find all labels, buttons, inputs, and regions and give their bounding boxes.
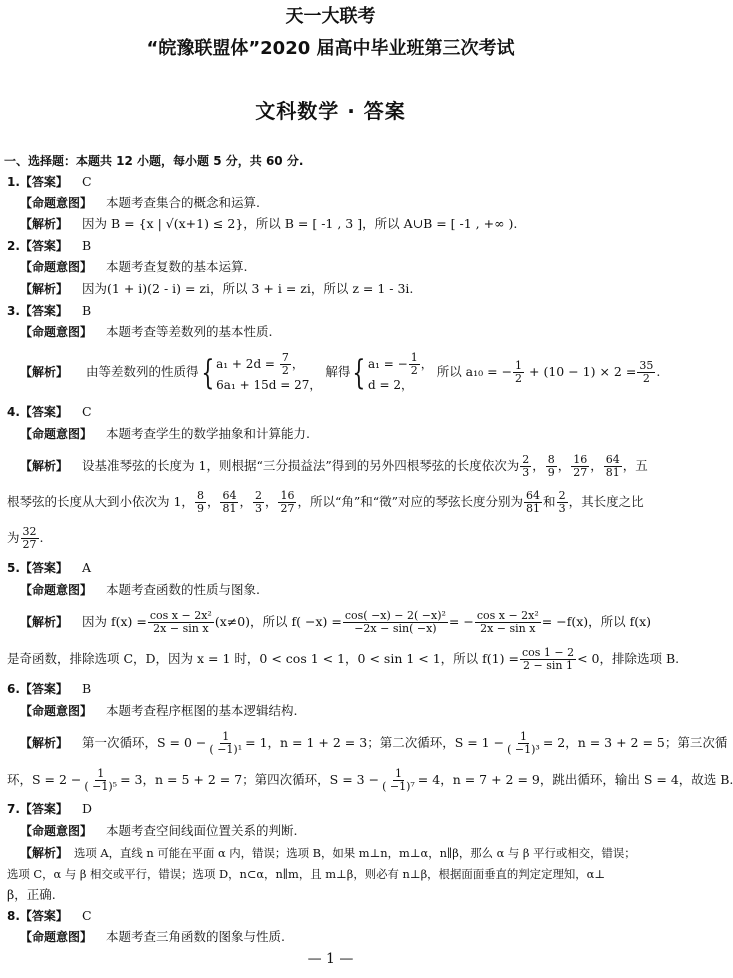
fraction: $\frac{\text{cos x − 2x²}}{\text{2x − sin x}}$ bbox=[149, 609, 212, 635]
sys2-row1-tail: ， bbox=[420, 356, 433, 371]
q1-analysis: 因为 B = {x | √(x+1) ≤ 2}，所以 B = [ -1 , 3 ]，所以 A∪B = [ -1 , +∞ ). bbox=[82, 216, 518, 231]
q4-l2-text: 根琴弦的长度从大到小依次为 1， bbox=[7, 494, 194, 509]
q6-text: 第一次循环，S = 0 − bbox=[82, 735, 207, 750]
fraction: $\frac{8}{9}$ bbox=[196, 489, 204, 515]
q3-result-end: . bbox=[656, 364, 661, 379]
answer-label: 【答案】 bbox=[19, 561, 68, 575]
q2-analysis: 因为(1 + i)(2 - i) = zi，所以 3 + i = zi，所以 z = 1 - 3i. bbox=[82, 281, 414, 296]
left-brace: { bbox=[200, 352, 214, 393]
fraction: $\frac{7}{2}$ bbox=[281, 350, 289, 377]
q7-answer-line bbox=[7, 801, 92, 817]
fraction: $\frac{1}{2}$ bbox=[515, 359, 523, 385]
section-heading: 一、选择题：本题共 12 小题，每小题 5 分，共 60 分. bbox=[4, 154, 304, 168]
q2-intent: 本题考查复数的基本运算. bbox=[106, 259, 248, 274]
fraction: $\frac{64}{81}$ bbox=[605, 453, 620, 479]
q4-analysis-line-1: 【解析】 设基准琴弦的长度为 1，则根据“三分损益法”得到的另外四根琴弦的长度依次为 $\frac{2}{3}$ ， $\frac{8}{9}$ ， $\frac{16}{27}$ ， $\frac{64}{81}$ ，五 bbox=[20, 453, 648, 479]
intent-label: 【命题意图】 bbox=[20, 196, 93, 210]
analysis-label: 【解析】 bbox=[20, 736, 69, 750]
q2-answer: B bbox=[81, 238, 92, 253]
q3-intent: 本题考查等差数列的基本性质. bbox=[106, 324, 273, 339]
q8-answer: C bbox=[81, 908, 92, 923]
q2-intent-line bbox=[20, 259, 248, 275]
q4-l1-end: ，五 bbox=[622, 458, 648, 473]
q7-l2: 选项 C，α 与 β 相交或平行，错误；选项 D，n⊂α，n∥m，且 m⊥β，则必有 n⊥β，根据面面垂直的判定定理知，α⊥ bbox=[7, 867, 606, 881]
answer-label: 【答案】 bbox=[19, 802, 68, 816]
q4-text: 设基准琴弦的长度为 1，则根据“三分损益法”得到的另外四根琴弦的长度依次为 bbox=[82, 458, 520, 473]
q5-answer: A bbox=[81, 560, 91, 575]
sys2-row2: d = 2， bbox=[368, 377, 414, 392]
q3-result-mid: + (10 − 1) × 2 = bbox=[529, 364, 637, 379]
q7-l1: 选项 A，直线 n 可能在平面 α 内，错误；选项 B，如果 m⊥n，m⊥α，n∥β，那么 α 与 β 平行或相交，错误； bbox=[74, 846, 636, 860]
q3-intent-line bbox=[20, 324, 273, 340]
q5-answer-line bbox=[7, 560, 91, 576]
q1-intent: 本题考查集合的概念和运算. bbox=[106, 195, 260, 210]
fraction: $\frac{8}{9}$ bbox=[547, 453, 555, 479]
q5-l1-d: = −f(x)，所以 f(x) bbox=[541, 614, 652, 629]
intent-label: 【命题意图】 bbox=[20, 583, 93, 597]
analysis-label: 【解析】 bbox=[20, 217, 69, 231]
q3-mid: 解得 bbox=[325, 364, 351, 379]
q1-number: 1. bbox=[7, 175, 20, 189]
q4-analysis-line-3 bbox=[7, 526, 44, 551]
q3-number: 3. bbox=[7, 304, 20, 318]
q6-l2-b: = 3，n = 5 + 2 = 7；第四次循环，S = 3 − bbox=[120, 772, 380, 787]
intent-label: 【命题意图】 bbox=[20, 325, 93, 339]
q4-answer-line bbox=[7, 404, 92, 420]
q6-number: 6. bbox=[7, 682, 20, 696]
fraction: $\frac{35}{2}$ bbox=[639, 359, 654, 385]
q4-intent: 本题考查学生的数学抽象和计算能力. bbox=[106, 426, 310, 441]
q7-intent: 本题考查空间线面位置关系的判断. bbox=[106, 823, 298, 838]
q3-answer-line bbox=[7, 303, 91, 319]
q6-answer-line bbox=[7, 681, 91, 697]
q7-analysis-line-3 bbox=[7, 887, 56, 903]
fraction: $\frac{1}{2}$ bbox=[410, 350, 418, 377]
q5-number: 5. bbox=[7, 561, 20, 575]
fraction: $\frac{32}{27}$ bbox=[22, 525, 37, 551]
intent-label: 【命题意图】 bbox=[20, 704, 93, 718]
q3-lead: 由等差数列的性质得 bbox=[86, 364, 199, 379]
q7-answer: D bbox=[81, 801, 92, 816]
q2-answer-line bbox=[7, 238, 91, 254]
q8-intent-line bbox=[20, 929, 285, 945]
q4-analysis-line-2: 根琴弦的长度从大到小依次为 1， $\frac{8}{9}$ ， $\frac{64}{81}$ ， $\frac{2}{3}$ ， $\frac{16}{27}$ ，所以“角”和“徵”对应的琴弦长度分别为 $\frac{64}{81}$ 和 $\frac{2}{3}$ ，其长度之比 bbox=[7, 489, 644, 515]
q3-system-1 bbox=[216, 352, 321, 394]
q1-intent-line bbox=[20, 195, 260, 211]
q5-intent: 本题考查函数的性质与图象. bbox=[106, 582, 260, 597]
sys1-row1-tail: ， bbox=[291, 356, 304, 371]
q4-l3-text: 为 bbox=[7, 530, 20, 545]
q5-analysis-line-1 bbox=[20, 610, 651, 635]
subject-title: 文科数学 · 答案 bbox=[255, 99, 406, 123]
exam-title: “皖豫联盟体”2020 届高中毕业班第三次考试 bbox=[146, 38, 515, 59]
q4-answer: C bbox=[81, 404, 92, 419]
q6-analysis-line-1 bbox=[20, 731, 727, 756]
sys2-row1: a₁ = − bbox=[368, 356, 408, 371]
intent-label: 【命题意图】 bbox=[20, 930, 93, 944]
fraction: $\frac{2}{3}$ bbox=[254, 489, 262, 515]
fraction: $\frac{16}{27}$ bbox=[573, 453, 588, 479]
q7-intent-line bbox=[20, 823, 298, 839]
q8-number: 8. bbox=[7, 909, 20, 923]
q5-l2-text: 是奇函数，排除选项 C，D，因为 x = 1 时，0 < cos 1 < 1，0 < sin 1 < 1，所以 f(1) = bbox=[7, 651, 519, 666]
fraction: $\frac{1}{\text{( −1)⁵}}$ bbox=[84, 767, 118, 793]
left-brace: { bbox=[352, 352, 366, 393]
answer-label: 【答案】 bbox=[19, 909, 68, 923]
q7-l3: β，正确. bbox=[7, 887, 56, 902]
q7-number: 7. bbox=[7, 802, 20, 816]
q6-intent-line bbox=[20, 703, 298, 719]
q3-analysis-line bbox=[20, 350, 660, 394]
intent-label: 【命题意图】 bbox=[20, 260, 93, 274]
analysis-label: 【解析】 bbox=[20, 846, 69, 860]
q4-l3-end: . bbox=[39, 530, 44, 545]
q1-analysis-line bbox=[20, 216, 517, 232]
q6-l1-b: = 1，n = 1 + 2 = 3；第二次循环，S = 1 − bbox=[245, 735, 505, 750]
q5-l1-b: (x≠0)，所以 f( −x) = bbox=[214, 614, 342, 629]
fraction: $\frac{1}{\text{( −1)⁷}}$ bbox=[382, 767, 415, 793]
q3-result: 所以 a₁₀ = − bbox=[436, 364, 513, 379]
sys1-row1: a₁ + 2d = bbox=[216, 356, 275, 371]
q8-answer-line bbox=[7, 908, 92, 924]
q4-number: 4. bbox=[7, 405, 20, 419]
fraction: $\frac{2}{3}$ bbox=[522, 453, 530, 479]
q6-analysis-line-2 bbox=[7, 768, 733, 793]
analysis-label: 【解析】 bbox=[20, 365, 69, 379]
sys1-row2: 6a₁ + 15d = 27， bbox=[216, 377, 322, 392]
org-title: 天一大联考 bbox=[285, 6, 376, 27]
q6-l1-c: = 2，n = 3 + 2 = 5；第三次循 bbox=[542, 735, 728, 750]
fraction: $\frac{1}{\text{( −1)¹}}$ bbox=[209, 730, 243, 756]
q6-l2-text: 环，S = 2 − bbox=[7, 772, 82, 787]
q2-number: 2. bbox=[7, 239, 20, 253]
fraction: $\frac{1}{\text{( −1)³}}$ bbox=[507, 730, 540, 756]
q7-analysis-line-1 bbox=[20, 845, 636, 861]
answer-label: 【答案】 bbox=[19, 175, 68, 189]
q3-answer: B bbox=[81, 303, 92, 318]
q5-analysis-line-2 bbox=[7, 647, 679, 672]
q3-system-2 bbox=[368, 352, 433, 394]
page-number: — 1 — bbox=[307, 951, 354, 967]
answer-label: 【答案】 bbox=[19, 405, 68, 419]
fraction: $\frac{\text{cos x − 2x²}}{\text{2x − sin x}}$ bbox=[476, 609, 539, 635]
q5-l2-end: < 0，排除选项 B. bbox=[577, 651, 680, 666]
q7-analysis-line-2 bbox=[7, 866, 605, 882]
q4-and: 和 bbox=[543, 494, 556, 509]
q5-intent-line bbox=[20, 582, 260, 598]
fraction: $\frac{\text{cos( −x) − 2( −x)²}}{-2x - \sin( -x)}$ bbox=[344, 609, 446, 635]
q5-l1-c: = − bbox=[448, 614, 474, 629]
fraction: $\frac{\cos 1 - 2}{2 - \sin 1}$ bbox=[521, 646, 575, 672]
q1-answer: C bbox=[81, 174, 92, 189]
fraction: $\frac{2}{3}$ bbox=[558, 489, 566, 515]
q4-intent-line bbox=[20, 426, 310, 442]
q6-l2-c: = 4，n = 7 + 2 = 9，跳出循环，输出 S = 4，故选 B. bbox=[417, 772, 733, 787]
q2-analysis-line bbox=[20, 281, 413, 297]
q4-l2-end: ，其长度之比 bbox=[568, 494, 644, 509]
analysis-label: 【解析】 bbox=[20, 459, 69, 473]
q6-answer: B bbox=[81, 681, 92, 696]
answer-label: 【答案】 bbox=[19, 682, 68, 696]
analysis-label: 【解析】 bbox=[20, 282, 69, 296]
answer-label: 【答案】 bbox=[19, 304, 68, 318]
q8-intent: 本题考查三角函数的图象与性质. bbox=[106, 929, 285, 944]
analysis-label: 【解析】 bbox=[20, 615, 69, 629]
fraction: $\frac{64}{81}$ bbox=[222, 489, 237, 515]
intent-label: 【命题意图】 bbox=[20, 824, 93, 838]
intent-label: 【命题意图】 bbox=[20, 427, 93, 441]
q5-text: 因为 f(x) = bbox=[82, 614, 147, 629]
answer-label: 【答案】 bbox=[19, 239, 68, 253]
q6-intent: 本题考查程序框图的基本逻辑结构. bbox=[106, 703, 298, 718]
fraction: $\frac{64}{81}$ bbox=[526, 489, 541, 515]
q1-answer-line bbox=[7, 174, 92, 190]
fraction: $\frac{16}{27}$ bbox=[280, 489, 295, 515]
q4-l2-mid: ，所以“角”和“徵”对应的琴弦长度分别为 bbox=[297, 494, 524, 509]
